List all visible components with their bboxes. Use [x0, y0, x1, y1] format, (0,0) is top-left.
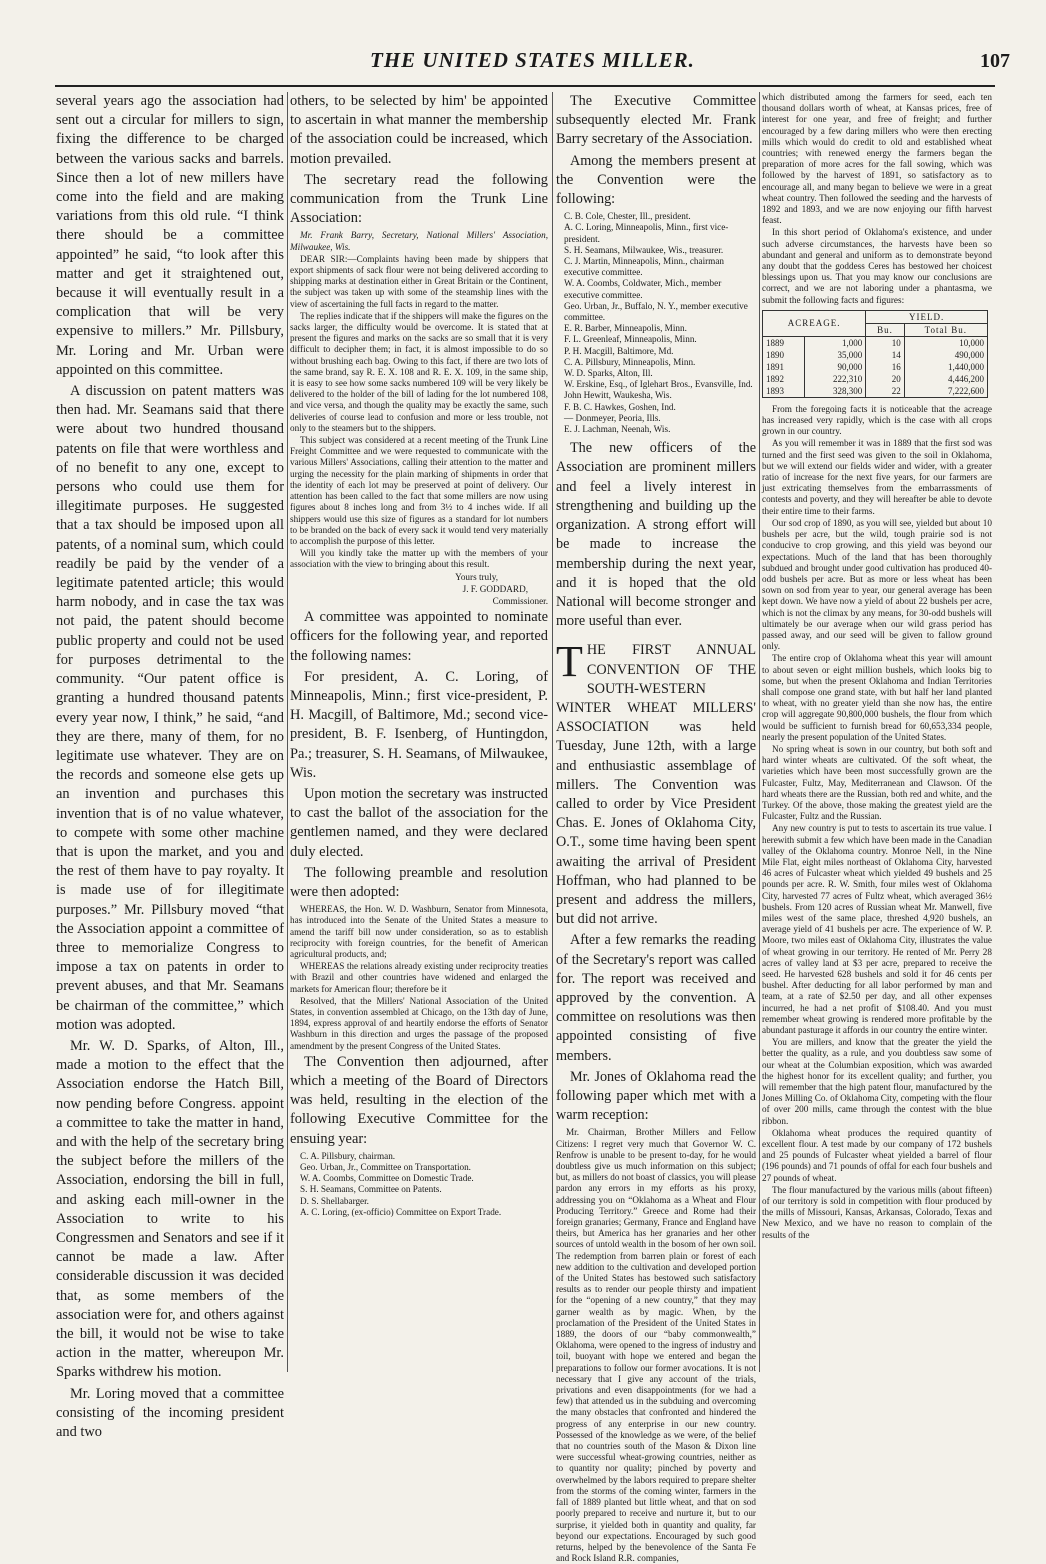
paragraph: You are millers, and know that the greater the yield the better the quality, as a rule, and you doubtless saw some of our wheat at the Columbian exposition, which was awarded the highest honor for its excellent quality; and further, you will remember that the high patent flour, manufactured by the Jones Milling Co. of Oklahoma City, competing with the flour of over 200 mills, came through the contest with the blue ribbon.	[762, 1037, 992, 1126]
paragraph: Oklahoma wheat produces the required quantity of excellent flour. A test made by our company of 172 bushels and 25 pounds of Fulcaster wheat yielded a barrel of flour (196 pounds) and 71 pounds of offal for each four bushels and 27 pounds of wheat.	[762, 1127, 992, 1183]
convention-heading: HE FIRST ANNUAL CONVENTION OF THE SOUTH-WESTERN WINTER WHEAT MILLERS' ASSOCIATION	[556, 642, 756, 736]
paper-paragraph: Mr. Chairman, Brother Millers and Fellow Citizens: I regret very much that Governor W. C. Renfrow is unable to be present to-day, for he would doubtless give us much information on this subject; but, as millers do not boast of classics, you will please pardon any errors in my efforts as his proxy, addressing you on “Oklahoma as a Wheat and Flour Producing Territory.” Greece and Rome had their foreign granaries; Germany, France and England have theirs, but America has her granaries and her other sources of untold wealth in the bosom of her own soil. The redemption from barren plain or forest of each new addition to the cultivation and developed portion of the United States has bestowed such satisfactory results as to render our people thirsty and impatient for the “opening of a new country,” that they may garner wealth as by magic. When, by the proclamation of the President of the United States in 1889, the doors of our “baby commonwealth,” Oklahoma, were opened to the ingress of industry and toil, buoyant with hope we entered and began the preparations to follow our former avocations. It is not necessary that I give any account of the trials, privations and even disappointments (for we had a few) that attended us in the subduing and overcoming the many obstacles that confronted and hindered the progress of any enterprise in our new country. Possessed of the knowledge as we were, of the belief that no countries south of the Mason & Dixon line were successful wheat-growing countries, neither as to quantity nor quality; pinched by poverty and overwhelmed by the labors required to prepare shelter from the storms of the coming winter, farmers in the fall of 1889 planted but little wheat, and that on sod poorly prepared to receive and nurture it, but to our surprise, it yielded both in quantity and quality, far beyond our expectations. Encouraged by such good returns, helped by the benevolence of the Santa Fe and Rock Island R.R. companies,	[556, 1127, 756, 1564]
table-cell-total: 490,000	[904, 349, 987, 361]
table-header-yield: YIELD.	[866, 310, 988, 323]
table-cell-year: 1891	[763, 361, 805, 373]
paragraph: several years ago the association had sent out a circular for millers to sign, fixing the difference to be charged between the various sacks and barrels. Since then a lot of new millers have come into the field and are making variations from this old rule. “I think there should be a committee appointed” he said, “to look after this matter and get it straightened out, because it will eventually result in a complication that will be very expensive to millers.” Mr. Pillsbury, Mr. Loring and Mr. Urban were appointed on this committee.	[56, 93, 284, 378]
member-item: — Donmeyer, Peoria, Ills.	[564, 412, 661, 423]
paragraph: A committee was appointed to nominate officers for the following year, and reported the following names:	[290, 609, 548, 664]
table-row	[763, 336, 988, 349]
column-divider	[759, 92, 760, 1372]
paragraph: Our sod crop of 1890, as you will see, yielded but about 10 bushels per acre, but the wild, tough prairie sod is not conducive to crop growing, and this yield was beyond our expectations. Much of the land that has been thoroughly subdued and brought under good cultivation has produced 40-odd bushels per acre. But as more or less wheat has been sown on sod from year to year, our general average has been kept down. We have now a yield of about 22 bushels per acre, which is not the climax by any means, for 30-odd bushels will ultimately be our average when our wild grass period has passed away, and our seed will be given to fallow ground only.	[762, 517, 992, 652]
member-item: C. A. Pillsbury, Minneapolis, Minn.	[564, 356, 696, 367]
paragraph: For president, A. C. Loring, of Minneapolis, Minn.; first vice-president, P. H. Macgill, of Baltimore, Md.; second vice-president, B. F. Isenberg, of Huntingdon, Pa.; treasurer, S. H. Seamans, of Milwaukee, Wis.	[290, 668, 548, 781]
table-cell-bu: 10	[866, 336, 904, 349]
paragraph: others, to be selected by him' be appointed to ascertain in what manner the membership of the association could be increased, which motion prevailed.	[290, 93, 548, 167]
member-item: S. H. Seamans, Milwaukee, Wis., treasurer.	[564, 244, 724, 255]
table-cell-total: 1,440,000	[904, 361, 987, 373]
letter-paragraph: DEAR SIR:—Complaints having been made by shippers that export shipments of sack flour were not being delivered according to shipping marks at destination either in Great Britain or the Continent, the subject was taken up with some of the steamship lines with the view of ascertaining the full facts in regard to the matter.	[290, 253, 548, 309]
convention-paragraph	[556, 637, 756, 929]
table-row	[763, 349, 988, 361]
page-number: 107	[980, 50, 1010, 72]
paragraph: Upon motion the secretary was instructed to cast the ballot of the association for the gentlemen named, and they were declared duly elected.	[290, 785, 548, 860]
paragraph: Any new country is put to tests to ascertain its true value. I herewith submit a few which have been made in the Canadian valley of the Oklahoma country. Monroe Nell, in the Nine Mile Flat, eight miles northeast of Oklahoma City, harvested 46 acres of Fulcaster wheat which yielded 49 bushels and 25 pounds per acre. R. W. Smith, four miles west of Oklahoma City, harvested 77 acres of Fultz wheat, which averaged 36½ bushels. From 120 acres of Russian wheat Mr. Manwell, five miles west of the same place, threshed 4,920 bushels, an average yield of 41 bushels per acre. The experience of W. P. Moore, two miles east of Oklahoma City, illustrates the value of wheat growing in our territory. He rented of Mr. Perry 28 acres of valley land at $3 per acre, prepared to receive the seed. He harvested 628 bushels and sold it for 46 cents per bushel. After deducting for all labor performed by man and team, at a rate of $2.50 per day, and all other expenses incurred, he had a net profit of $108.40. And you must remember wheat growing is rendered more profitable by the abundant pasturage it affords in our country the entire winter.	[762, 823, 992, 1036]
member-item: W. Erskine, Esq., of Iglehart Bros., Evansville, Ind.	[564, 379, 753, 390]
paragraph: The new officers of the Association are prominent millers and feel a lively interest in strengthening and building up the organization. A strong effort will be made to increase the membership during the next year, and it is hoped that the old National will become stronger and more useful than ever.	[556, 440, 756, 630]
paragraph: Among the members present at the Convention were the following:	[556, 152, 756, 208]
member-item: W. A. Coombs, Coldwater, Mich., member executive committee.	[564, 278, 722, 300]
column-1	[56, 92, 284, 1441]
column-3	[556, 92, 756, 1564]
table-cell-total: 7,222,600	[904, 385, 987, 398]
letter-closing: Yours truly,	[455, 571, 498, 582]
committee-item: S. H. Seamans, Committee on Patents.	[300, 1184, 442, 1195]
column-divider	[552, 92, 553, 1372]
table-header-bu: Bu.	[866, 323, 904, 336]
table-cell-total: 10,000	[904, 336, 987, 349]
member-item: W. D. Sparks, Alton, Ill.	[564, 368, 653, 379]
committee-item: W. A. Coombs, Committee on Domestic Trade.	[300, 1173, 474, 1184]
resolution-paragraph: WHEREAS, the Hon. W. D. Washburn, Senator from Minnesota, has introduced into the Senate of the United States a measure to amend the tariff bill now under consideration, so as to establish reciprocity with foreign countries, for the benefit of American agricultural products, and;	[290, 904, 548, 959]
column-4	[762, 92, 992, 1377]
letter-paragraph: Will you kindly take the matter up with the members of your association with the view to bringing about this result.	[290, 548, 548, 570]
resolution-paragraph: WHEREAS the relations already existing under reciprocity treaties with Brazil and other countries have widened and enlarged the markets for American flour; therefore be it	[290, 961, 548, 994]
table-header-total: Total Bu.	[904, 323, 987, 336]
table-cell-year: 1890	[763, 349, 805, 361]
paragraph: Mr. Jones of Oklahoma read the following paper which met with a warm reception:	[556, 1068, 756, 1124]
paragraph: Mr. W. D. Sparks, of Alton, Ill., made a motion to the effect that the Association endorse the Hatch Bill, now pending before Congress. appoint a committee to take the matter in hand, and with the help of the secretary bring the subject before the millers of the Association, endorsing the bill in full, and asking each mill-owner in the Association to write to his Congressmen and Senators and see if it cannot be made a law. After considerable discussion it was decided that, as some members of the association were for, and others against the bill, it would not be wise to take action in the matter, whereupon Mr. Sparks withdrew his motion.	[56, 1037, 284, 1381]
paragraph: The following preamble and resolution were then adopted:	[290, 864, 548, 900]
page-header	[0, 40, 1046, 80]
member-item: E. J. Lachman, Neenah, Wis.	[564, 424, 671, 435]
paragraph: which distributed among the farmers for seed, each ten thousand dollars worth of wheat, at Kansas prices, free of interest for one year, and free of freight; and further encouraged by a few daring millers who were then erecting mills which would do credit to old and established wheat countries; with renewed energy the farmers began the preparation of more acres for the fall sowing, which was followed by the harvest of 1891, so satisfactory as to encourage all, and many began to believe we were in a great wheat country. Then followed the seeding and the harvests of 1892 and 1893, and we are now enjoying our fifth harvest feast.	[762, 92, 992, 226]
paragraph: As you will remember it was in 1889 that the first sod was turned and the first seed was given to the soil in Oklahoma, but we will extend our fields wider and wider, with a greater ratio of increase for the next five years, for our farmers are just extricating themselves from the embarrassments of contests and poverty, and they will hereafter be able to devote their entire time to their farms.	[762, 438, 992, 516]
committee-item: D. S. Shellabarger.	[300, 1195, 369, 1206]
paragraph: The entire crop of Oklahoma wheat this year will amount to about seven or eight million bushels, which looks big to some, but when the present Oklahoma and Indian Territories shall compose one grand state, with but half her land planted to wheat, with no greater yield than she now has, the entire crop will aggregate 90,800,000 bushels, the flour from which would be sufficient to furnish bread for 60,653,334 people, nearly the present population of the United States.	[762, 653, 992, 742]
committee-item: Geo. Urban, Jr., Committee on Transportation.	[300, 1162, 471, 1173]
paragraph: In this short period of Oklahoma's existence, and under such adverse circumstances, the harvests have been so abundant and general and uniform as to demonstrate beyond any doubt that the goddess Ceres has bestowed her choicest blessings upon us. That you may know our conclusions are correct, and we are not laboring under a phantasma, we submit the following facts and figures:	[762, 227, 992, 305]
member-item: E. R. Barber, Minneapolis, Minn.	[564, 323, 687, 334]
committee-item: C. A. Pillsbury, chairman.	[300, 1150, 396, 1161]
resolution-paragraph: Resolved, that the Millers' National Association of the United States, in convention assembled at Chicago, on the 13th day of June, 1894, express approval of and heartily endorse the efforts of Senator Washburn in this direction and urges the passage of the proposed amendment by the present Congress of the United States.	[290, 995, 548, 1051]
convention-text: was held Tuesday, June 12th, with a large and enthusiastic assemblage of millers. The Convention was called to order by Vice President Chas. E. Jones of Oklahoma City, O.T., some time having been spent awaiting the arrival of President Hoffman, who had planned to be present and address the millers, but did not arrive.	[556, 719, 756, 928]
table-cell-acres: 90,000	[805, 361, 866, 373]
table-cell-bu: 16	[866, 361, 904, 373]
member-item: A. C. Loring, Minneapolis, Minn., first vice-president.	[564, 222, 729, 244]
column-2	[290, 92, 548, 1377]
paragraph: After a few remarks the reading of the Secretary's report was called for. The report was received and approved by the convention. A committee on resolutions was then appointed consisting of five members.	[556, 932, 756, 1064]
member-item: C. J. Martin, Minneapolis, Minn., chairman executive committee.	[564, 256, 724, 278]
paragraph: The Convention then adjourned, after which a meeting of the Board of Directors was held, resulting in the election of the following Executive Committee for the ensuing year:	[290, 1053, 548, 1147]
table-cell-acres: 35,000	[805, 349, 866, 361]
table-cell-year: 1889	[763, 336, 805, 349]
letter-signer-title: Commissioner.	[492, 595, 548, 606]
yield-table	[762, 310, 988, 398]
table-cell-acres: 222,310	[805, 373, 866, 385]
table-cell-year: 1892	[763, 373, 805, 385]
table-cell-bu: 22	[866, 385, 904, 398]
table-row	[763, 373, 988, 385]
table-cell-acres: 328,300	[805, 385, 866, 398]
table-header-acreage: ACREAGE.	[763, 310, 866, 336]
table-cell-acres: 1,000	[805, 336, 866, 349]
table-cell-bu: 14	[866, 349, 904, 361]
letter-paragraph: The replies indicate that if the shippers will make the figures on the sacks larger, the difficulty would be overcome. It is stated that at present the figures and marks on the sacks are so small that it is very difficult to decipher them; in fact, it is almost impossible to do so without brushing each bag. Owing to this fact, if there are two lots of the same brand, say R. E. X. 108 and R. E. X. 109, in the same ship, it is easy to see how some sacks numbered 109 will be very likely be delivered to the holder of the bill of lading for the lot numbered 108, and vice versa, and though the quality may be exactly the same, such deliveries of course lead to confusion and more or less trouble, not only to the steamers but to the shippers.	[290, 310, 548, 433]
paragraph: The secretary read the following communication from the Trunk Line Association:	[290, 171, 548, 227]
member-item: Geo. Urban, Jr., Buffalo, N. Y., member executive committee.	[564, 300, 748, 323]
header-rule	[55, 85, 995, 87]
member-item: F. L. Greenleaf, Minneapolis, Minn.	[564, 334, 697, 345]
table-row	[763, 385, 988, 398]
letter-address: Mr. Frank Barry, Secretary, National Millers' Association, Milwaukee, Wis.	[290, 230, 548, 252]
table-cell-year: 1893	[763, 385, 805, 398]
paragraph: No spring wheat is sown in our country, but both soft and hard winter wheats are cultivated. Of the soft wheat, the varieties which have been most successfully grown are the Fulcaster, Fultz, May, Mediterranean and Clawson. Of the hard wheats there are the Russian, both red and white, and the Turkey. Of the above, those making the greatest yield are the Fulcaster, Fultz and the Russian.	[762, 743, 992, 822]
member-item: John Hewitt, Waukesha, Wis.	[564, 390, 672, 401]
page-title: THE UNITED STATES MILLER.	[370, 48, 695, 72]
paragraph: The flour manufactured by the various mills (about fifteen) of our territory is sold in competition with flour produced by the mills of Missouri, Kansas, Arkansas, Colorado, Texas and New Mexico, and we have no reason to complain of the results of the	[762, 1184, 992, 1240]
table-row	[763, 361, 988, 373]
table-cell-total: 4,446,200	[904, 373, 987, 385]
letter-paragraph: This subject was considered at a recent meeting of the Trunk Line Freight Committee and we were requested to communicate with the various Millers' Associations, calling their attention to the matter and urging the necessity for the plain marking of shipments in order that the identity of each lot may be preserved at point of delivery. Our attention has been called to the fact that some millers are now using figures about 8 inches long and from 3½ to 4 inches wide. If all shippers would use this size of figures as a standard for lot numbers to be branded on the back of every sack it would tend very materially to accomplish the purpose of this letter.	[290, 435, 548, 546]
column-divider	[287, 92, 288, 1372]
letter-signer: J. F. GODDARD,	[462, 583, 528, 594]
member-item: P. H. Macgill, Baltimore, Md.	[564, 345, 674, 356]
table-cell-bu: 20	[866, 373, 904, 385]
member-item: F. B. C. Hawkes, Goshen, Ind.	[564, 401, 676, 412]
paragraph: The Executive Committee subsequently elected Mr. Frank Barry secretary of the Association.	[556, 93, 756, 148]
paragraph: Mr. Loring moved that a committee consisting of the incoming president and two	[56, 1385, 284, 1441]
drop-cap: T	[556, 637, 583, 687]
paragraph: From the foregoing facts it is noticeable that the acreage has increased very rapidly, which is the case with all crops grown in our country.	[762, 403, 992, 437]
paragraph: A discussion on patent matters was then had. Mr. Seamans said that there were about two hundred thousand patents on file that were worthless and of no benefit to any one, except to persons who could use them for illegitimate purposes. He suggested that a tax should be imposed upon all patents, of a nominal sum, which could readily be paid by the vender of a legitimate patented article; this would harm nobody, and in case the tax was not paid, the patent should become public property and could not be used for purposes detrimental to the community. “Our patent office is granting a hundred thousand patents every year now, I think,” he said, “and they are there, many of them, for no legitimate use whatever. They are on the records and someone else gets up an invention and purchases this invention that is of no value whatever, to compete with some other machine that is upon the market, and you and the rest of them have to pay royalty. It is made use of for illegitimate purposes.” Mr. Pillsbury moved “that the Association appoint a committee of three to memorialize Congress to impose a tax on patents in order to prevent abuses, and that Mr. Seamans be chairman of the committee,” which motion was adopted.	[56, 383, 284, 1033]
committee-item: A. C. Loring, (ex-officio) Committee on Export Trade.	[300, 1206, 502, 1217]
member-item: C. B. Cole, Chester, Ill., president.	[564, 211, 691, 222]
